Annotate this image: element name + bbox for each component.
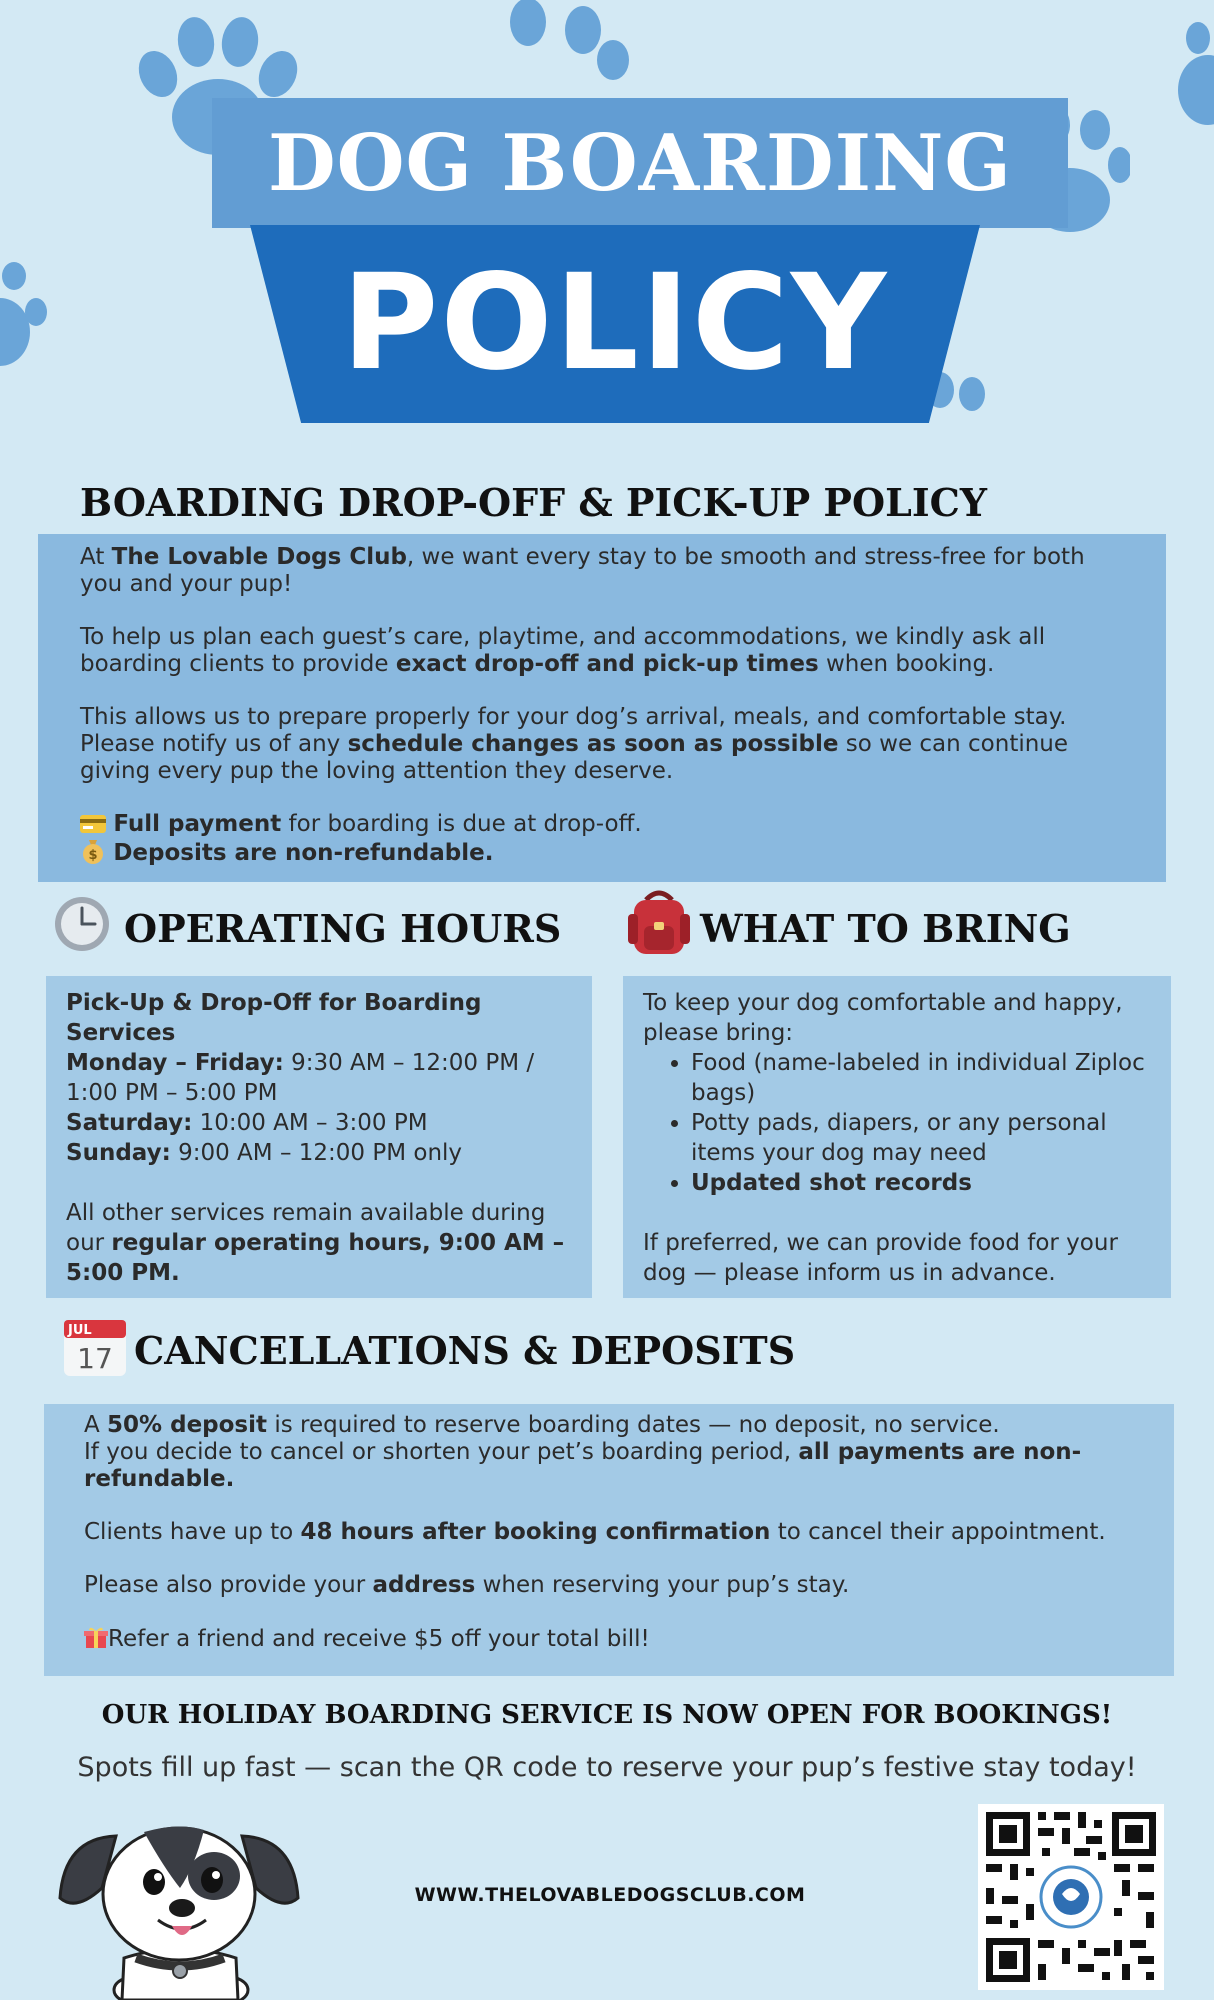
paw-print-icon: [1168, 20, 1214, 130]
dropoff-changes: This allows us to prepare properly for your dog’s arrival, meals, and comfortable stay. Please notify us of any schedule changes as soon as possible so we can continue giving every pup the loving attention they deserve.: [80, 704, 1069, 784]
bring-footer: If preferred, we can provide food for your dog — please inform us in advance.: [643, 1230, 1118, 1286]
cancel-deposit: A 50% deposit is required to reserve boarding dates — no deposit, no service.: [84, 1412, 1000, 1438]
hours-saturday: Saturday: 10:00 AM – 3:00 PM: [66, 1110, 428, 1136]
website-link[interactable]: WWW.THELOVABLEDOGSCLUB.COM: [414, 1884, 806, 1906]
cancel-address: Please also provide your address when reserving your pup’s stay.: [84, 1572, 850, 1598]
clock-icon: [52, 894, 112, 954]
paw-print-icon: [488, 0, 638, 80]
credit-card-icon: [80, 814, 106, 834]
qr-code-icon[interactable]: [978, 1804, 1164, 1990]
hours-sunday: Sunday: 9:00 AM – 12:00 PM only: [66, 1140, 463, 1166]
bring-heading: WHAT TO BRING: [700, 906, 1071, 951]
bring-box: [623, 976, 1171, 1298]
hours-box: [46, 976, 592, 1298]
cancel-window: Clients have up to 48 hours after booking confirmation to cancel their appointment.: [84, 1519, 1106, 1545]
payment-line: Full payment for boarding is due at drop-off.: [80, 811, 1124, 838]
calendar-day: 17: [77, 1342, 113, 1375]
holiday-subtext: Spots fill up fast — scan the QR code to reserve your pup’s festive stay today!: [77, 1752, 1137, 1783]
backpack-icon: [628, 890, 690, 956]
page-title-line2: POLICY: [341, 246, 889, 400]
list-item: • Potty pads, diapers, or any personal items your dog may need: [691, 1108, 1151, 1168]
referral-line: Refer a friend and receive $5 off your total bill!: [84, 1625, 1134, 1653]
dog-mascot-icon: [54, 1808, 304, 2000]
deposit-line: $ Deposits are non-refundable.: [80, 838, 1124, 867]
hours-subtitle: Pick-Up & Drop-Off for Boarding Services: [66, 990, 482, 1046]
dropoff-heading: BOARDING DROP-OFF & PICK-UP POLICY: [80, 480, 987, 525]
holiday-banner: OUR HOLIDAY BOARDING SERVICE IS NOW OPEN FOR BOOKINGS!: [101, 1700, 1113, 1730]
gift-icon: [84, 1625, 108, 1649]
bring-list: [643, 1048, 1151, 1198]
money-bag-icon: [80, 838, 106, 864]
calendar-icon: [64, 1316, 126, 1376]
cancel-heading: CANCELLATIONS & DEPOSITS: [134, 1328, 796, 1373]
list-item: • Food (name-labeled in individual Ziploc bags): [691, 1048, 1151, 1108]
hours-weekday: Monday – Friday: 9:30 AM – 12:00 PM / 1:00 PM – 5:00 PM: [66, 1050, 535, 1106]
list-item: • Updated shot records: [691, 1168, 1151, 1198]
dropoff-times: To help us plan each guest’s care, playtime, and accommodations, we kindly ask all boarding clients to provide exact drop-off and pick-up times when booking.: [80, 624, 1046, 677]
bring-intro: To keep your dog comfortable and happy, please bring:: [643, 990, 1123, 1046]
cancel-refund: If you decide to cancel or shorten your pet’s boarding period, all payments are non-refundable.: [84, 1439, 1082, 1492]
dropoff-box: [38, 534, 1166, 882]
hours-other: All other services remain available during our regular operating hours, 9:00 AM – 5:00 PM.: [66, 1200, 565, 1286]
svg-text:$: $: [88, 848, 98, 863]
paw-print-icon: [0, 262, 50, 382]
hours-heading: OPERATING HOURS: [124, 906, 562, 951]
dropoff-intro: At The Lovable Dogs Club, we want every stay to be smooth and stress-free for both you and your pup!: [80, 544, 1085, 597]
cancel-box: [44, 1404, 1174, 1676]
calendar-month: JUL: [68, 1323, 92, 1338]
page-title-line1: DOG BOARDING: [267, 117, 1013, 209]
